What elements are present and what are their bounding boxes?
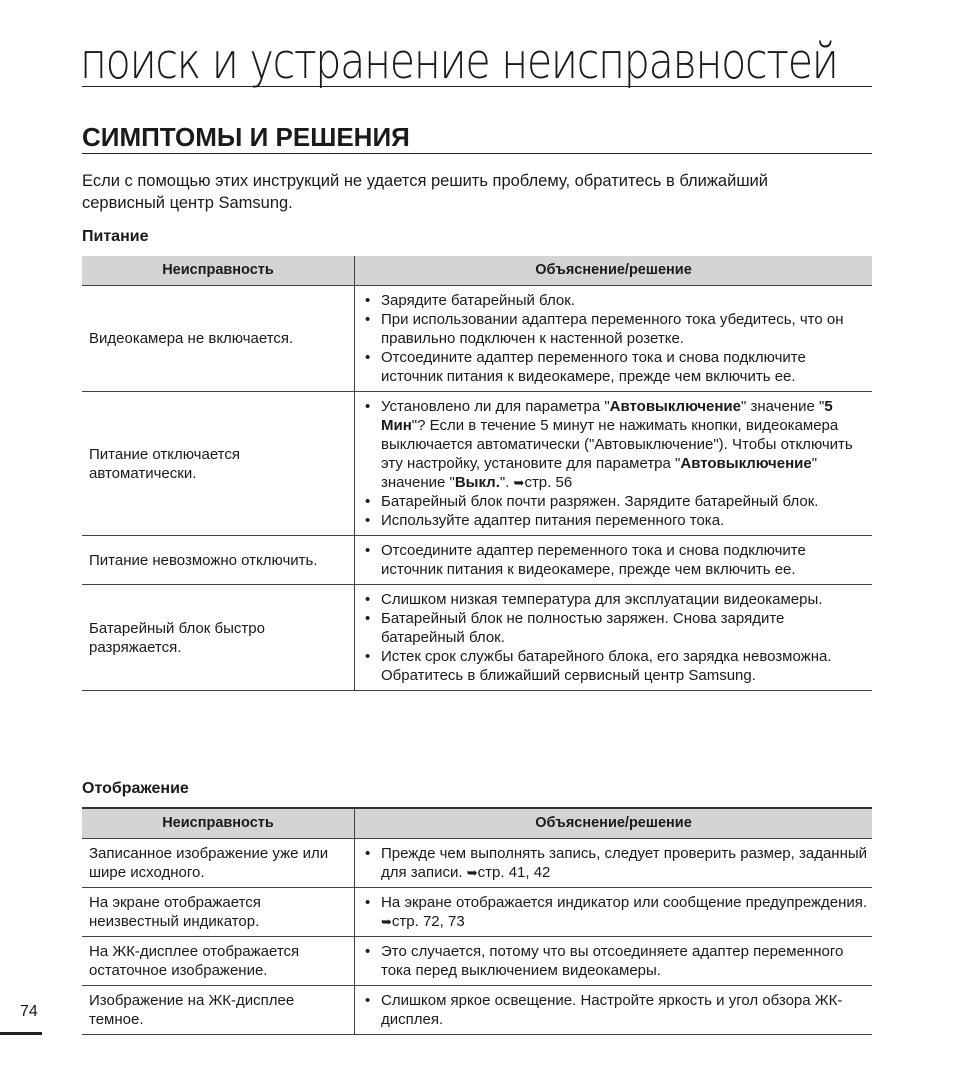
solution-cell bbox=[355, 839, 873, 888]
setting-name: Автовыключение bbox=[609, 398, 741, 415]
table-row bbox=[82, 888, 872, 937]
problem-cell: Изображение на ЖК-дисплее темное. bbox=[82, 986, 355, 1035]
list-item: • Это случается, потому что вы отсоединяете адаптер переменного тока перед выключением видеокамеры. bbox=[381, 942, 868, 980]
table-row bbox=[82, 937, 872, 986]
list-item: • Истек срок службы батарейного блока, его зарядка невозможна. bbox=[381, 647, 868, 666]
list-item: • Используйте адаптер питания переменного тока. bbox=[381, 511, 868, 530]
setting-name: Автовыключение bbox=[680, 455, 812, 472]
table-row bbox=[82, 585, 872, 691]
text-segment: ". bbox=[499, 474, 514, 491]
problem-cell: Питание невозможно отключить. bbox=[82, 536, 355, 585]
list-item: • Слишком яркое освещение. Настройте яркость и угол обзора ЖК-дисплея. bbox=[381, 991, 868, 1029]
list-item bbox=[381, 893, 868, 931]
column-header-problem: Неисправность bbox=[82, 808, 355, 839]
solution-cell bbox=[355, 585, 873, 691]
list-item: • При использовании адаптера переменного тока убедитесь, что он правильно подключен к настенной розетке. bbox=[381, 310, 868, 348]
table-row bbox=[82, 986, 872, 1035]
page-reference-arrow-icon: ➥ bbox=[513, 475, 525, 490]
list-item-note: Обратитесь в ближайший сервисный центр Samsung. bbox=[381, 667, 756, 684]
page-title: поиск и устранение неисправностей bbox=[80, 33, 838, 90]
text-segment: " значение " bbox=[381, 455, 818, 491]
table-row bbox=[82, 286, 872, 392]
list-item: • Батарейный блок почти разряжен. Зарядите батарейный блок. bbox=[381, 492, 868, 511]
intro-paragraph: Если с помощью этих инструкций не удается решить проблему, обратитесь в ближайший сервисный центр Samsung. bbox=[82, 172, 768, 212]
section-underline bbox=[82, 153, 872, 154]
page-reference-arrow-icon: ➥ bbox=[466, 865, 478, 880]
page-number-bar bbox=[0, 1032, 42, 1035]
column-header-solution: Объяснение/решение bbox=[355, 256, 873, 286]
list-item: • Отсоедините адаптер переменного тока и снова подключите источник питания к видеокамере, прежде чем включить ее. bbox=[381, 348, 868, 386]
display-heading: Отображение bbox=[82, 780, 189, 797]
section-title: СИМПТОМЫ И РЕШЕНИЯ bbox=[82, 122, 410, 152]
solution-cell bbox=[355, 392, 873, 536]
table-header-row bbox=[82, 256, 872, 286]
list-item: • Зарядите батарейный блок. bbox=[381, 291, 868, 310]
text-segment: Установлено ли для параметра " bbox=[381, 398, 610, 415]
column-header-problem: Неисправность bbox=[82, 256, 355, 286]
list-item bbox=[381, 397, 868, 492]
text-segment: "? Если в течение 5 минут не нажимать кнопки, видеокамера выключается автоматически ("Автовыключение"). Чтобы отключить эту настройку, установите для параметра " bbox=[381, 417, 853, 472]
setting-value: 5 Мин bbox=[381, 398, 833, 434]
solution-cell bbox=[355, 986, 873, 1035]
column-header-solution: Объяснение/решение bbox=[355, 808, 873, 839]
problem-cell: Питание отключается автоматически. bbox=[82, 392, 355, 536]
problem-cell: На ЖК-дисплее отображается остаточное изображение. bbox=[82, 937, 355, 986]
solution-cell bbox=[355, 286, 873, 392]
problem-cell: Записанное изображение уже или шире исходного. bbox=[82, 839, 355, 888]
list-item: • Батарейный блок не полностью заряжен. Снова зарядите батарейный блок. bbox=[381, 609, 868, 647]
page-reference: стр. 72, 73 bbox=[391, 913, 465, 930]
problem-cell: На экране отображается неизвестный индикатор. bbox=[82, 888, 355, 937]
table-row bbox=[82, 536, 872, 585]
text-segment: На экране отображается индикатор или сообщение предупреждения. bbox=[381, 894, 868, 911]
table-header-row bbox=[82, 808, 872, 839]
display-table bbox=[82, 807, 872, 1035]
solution-cell bbox=[355, 536, 873, 585]
power-table bbox=[82, 256, 872, 691]
text-segment: " значение " bbox=[741, 398, 825, 415]
power-heading: Питание bbox=[82, 228, 149, 245]
page-reference: стр. 41, 42 bbox=[477, 864, 551, 881]
page-reference: стр. 56 bbox=[524, 474, 573, 491]
solution-cell bbox=[355, 888, 873, 937]
list-item bbox=[381, 844, 868, 882]
problem-cell: Видеокамера не включается. bbox=[82, 286, 355, 392]
setting-value: Выкл. bbox=[454, 474, 500, 491]
solution-cell bbox=[355, 937, 873, 986]
table-row bbox=[82, 839, 872, 888]
problem-cell: Батарейный блок быстро разряжается. bbox=[82, 585, 355, 691]
page-number: 74 bbox=[20, 1003, 38, 1020]
page-reference-arrow-icon: ➥ bbox=[381, 914, 392, 929]
table-row bbox=[82, 392, 872, 536]
title-underline bbox=[82, 86, 872, 87]
list-item: • Слишком низкая температура для эксплуатации видеокамеры. bbox=[381, 590, 868, 609]
list-item: • Отсоедините адаптер переменного тока и снова подключите источник питания к видеокамере, прежде чем включить ее. bbox=[381, 541, 868, 579]
text-segment: Прежде чем выполнять запись, следует проверить размер, заданный для записи. bbox=[381, 845, 868, 881]
